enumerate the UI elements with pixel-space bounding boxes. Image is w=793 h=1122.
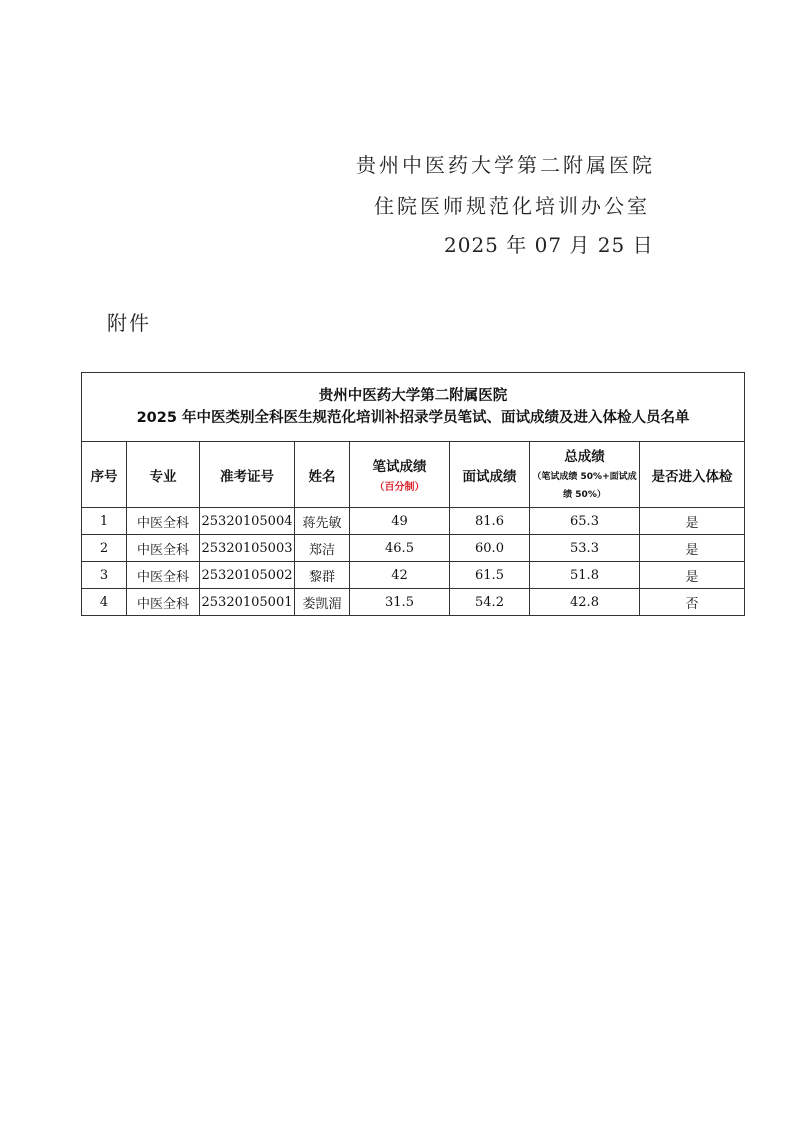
header-written-label: 笔试成绩 [372, 458, 427, 475]
table-row [82, 562, 745, 589]
table-row [82, 508, 745, 535]
table-title-line2: 2025 年中医类别全科医生规范化培训补招录学员笔试、面试成绩及进入体检人员名单 [136, 410, 690, 426]
cell-major: 中医全科 [127, 535, 200, 562]
cell-major: 中医全科 [127, 562, 200, 589]
cell-major: 中医全科 [127, 508, 200, 535]
cell-physical: 是 [640, 508, 745, 535]
cell-name: 蒋先敏 [295, 508, 350, 535]
header-written [350, 442, 450, 508]
header-written-note: （百分制） [374, 481, 425, 493]
table-row [82, 589, 745, 616]
header-seq: 序号 [82, 442, 127, 508]
cell-total: 42.8 [530, 589, 640, 616]
attachment-label: 附件 [107, 311, 151, 335]
cell-written: 49 [350, 508, 450, 535]
cell-total: 51.8 [530, 562, 640, 589]
cell-physical: 是 [640, 535, 745, 562]
header-total-note: （笔试成绩 50%+面试成绩 50%） [532, 471, 637, 500]
cell-seq: 3 [82, 562, 127, 589]
cell-interview: 60.0 [450, 535, 530, 562]
signature-date: 2025 年 07 月 25 日 [444, 233, 654, 257]
results-table [81, 372, 745, 616]
cell-written: 31.5 [350, 589, 450, 616]
cell-interview: 54.2 [450, 589, 530, 616]
header-total [530, 442, 640, 508]
cell-total: 53.3 [530, 535, 640, 562]
cell-interview: 81.6 [450, 508, 530, 535]
cell-seq: 1 [82, 508, 127, 535]
cell-written: 46.5 [350, 535, 450, 562]
table-title-line1: 贵州中医药大学第二附属医院 [318, 388, 508, 404]
cell-name: 娄凯湄 [295, 589, 350, 616]
cell-name: 郑洁 [295, 535, 350, 562]
header-total-label: 总成绩 [564, 448, 605, 465]
cell-exam-no: 25320105004 [200, 508, 295, 535]
cell-written: 42 [350, 562, 450, 589]
header-exam-no: 准考证号 [200, 442, 295, 508]
table-row [82, 535, 745, 562]
cell-exam-no: 25320105003 [200, 535, 295, 562]
table-title [82, 373, 745, 442]
cell-exam-no: 25320105001 [200, 589, 295, 616]
cell-interview: 61.5 [450, 562, 530, 589]
header-interview: 面试成绩 [450, 442, 530, 508]
cell-seq: 2 [82, 535, 127, 562]
cell-exam-no: 25320105002 [200, 562, 295, 589]
signature-office: 住院医师规范化培训办公室 [374, 194, 650, 218]
cell-major: 中医全科 [127, 589, 200, 616]
cell-name: 黎群 [295, 562, 350, 589]
header-major: 专业 [127, 442, 200, 508]
header-physical: 是否进入体检 [640, 442, 745, 508]
cell-seq: 4 [82, 589, 127, 616]
table-header-row [82, 442, 745, 508]
cell-physical: 否 [640, 589, 745, 616]
cell-physical: 是 [640, 562, 745, 589]
cell-total: 65.3 [530, 508, 640, 535]
header-name: 姓名 [295, 442, 350, 508]
signature-organization: 贵州中医药大学第二附属医院 [356, 153, 655, 177]
